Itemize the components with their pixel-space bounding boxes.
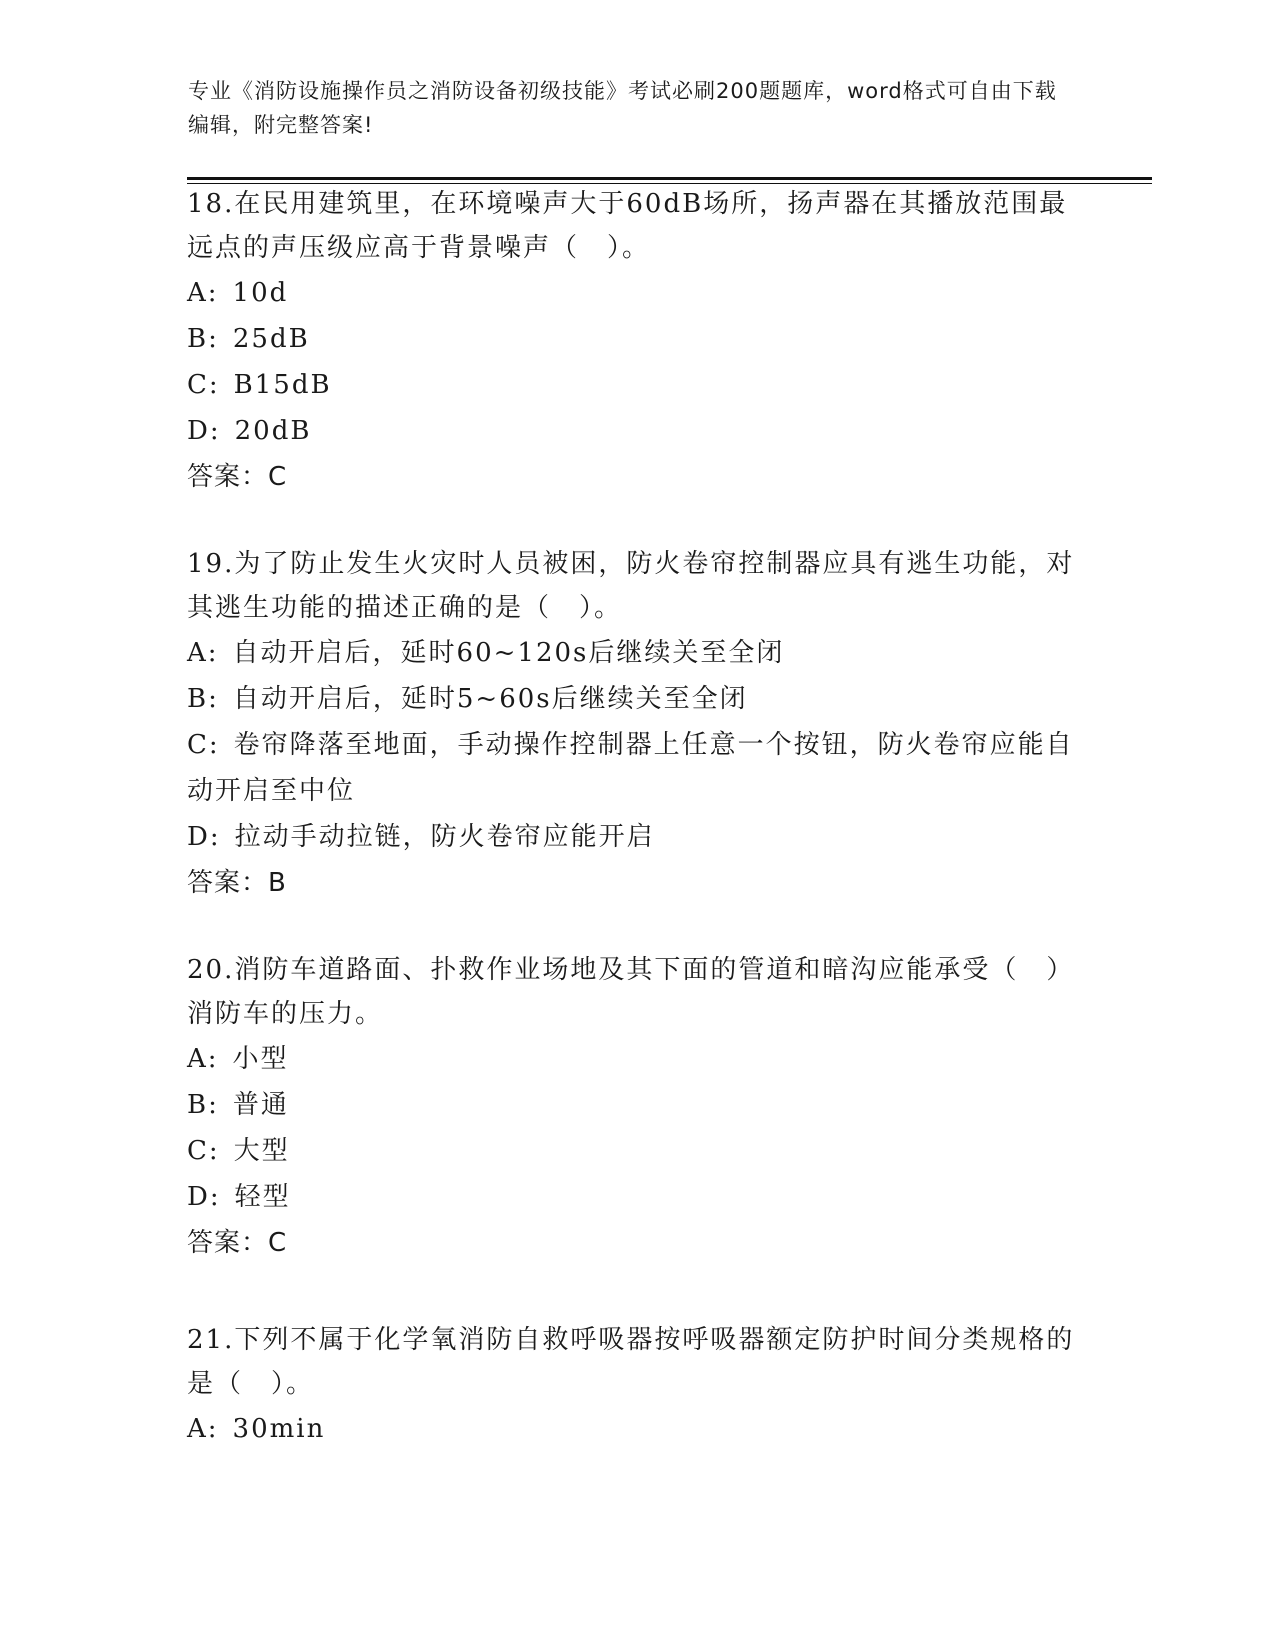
question-19 (187, 542, 1077, 906)
document-header: 专业《消防设施操作员之消防设备初级技能》考试必刷200题题库，word格式可自由下载编辑，附完整答案! (188, 79, 1057, 137)
option-d: D: 20dB (187, 416, 312, 446)
answer: 答案：C (187, 462, 288, 492)
option-a: A: 10d (187, 278, 289, 308)
option-d: D: 拉动手动拉链，防火卷帘应能开启 (187, 822, 655, 852)
option-d: D: 轻型 (187, 1182, 291, 1212)
option-b: B: 自动开启后，延时5~60s后继续关至全闭 (187, 684, 748, 714)
option-c: C: 大型 (187, 1136, 290, 1166)
answer: 答案：B (187, 868, 287, 898)
question-text: 20.消防车道路面、扑救作业场地及其下面的管道和暗沟应能承受（ ）消防车的压力。 (187, 955, 1075, 1029)
option-a: A: 小型 (187, 1044, 289, 1074)
question-text: 21.下列不属于化学氧消防自救呼吸器按呼吸器额定防护时间分类规格的是（ ）。 (187, 1325, 1075, 1399)
option-c: C: B15dB (187, 370, 332, 400)
question-20 (187, 948, 1077, 1266)
question-21 (187, 1318, 1077, 1452)
option-b: B: 普通 (187, 1090, 289, 1120)
option-b: B: 25dB (187, 324, 310, 354)
question-text: 19.为了防止发生火灾时人员被困，防火卷帘控制器应具有逃生功能，对其逃生功能的描述正确的是（ ）。 (187, 549, 1075, 623)
option-c: C: 卷帘降落至地面，手动操作控制器上任意一个按钮，防火卷帘应能自动开启至中位 (187, 730, 1074, 806)
question-text: 18.在民用建筑里，在环境噪声大于60dB场所，扬声器在其播放范围最远点的声压级应高于背景噪声（ ）。 (187, 189, 1068, 263)
option-a: A: 自动开启后，延时60~120s后继续关至全闭 (187, 638, 785, 668)
answer: 答案：C (187, 1228, 288, 1258)
question-18 (187, 182, 1077, 500)
header-divider-thick (187, 177, 1152, 180)
option-a: A: 30min (187, 1414, 326, 1444)
